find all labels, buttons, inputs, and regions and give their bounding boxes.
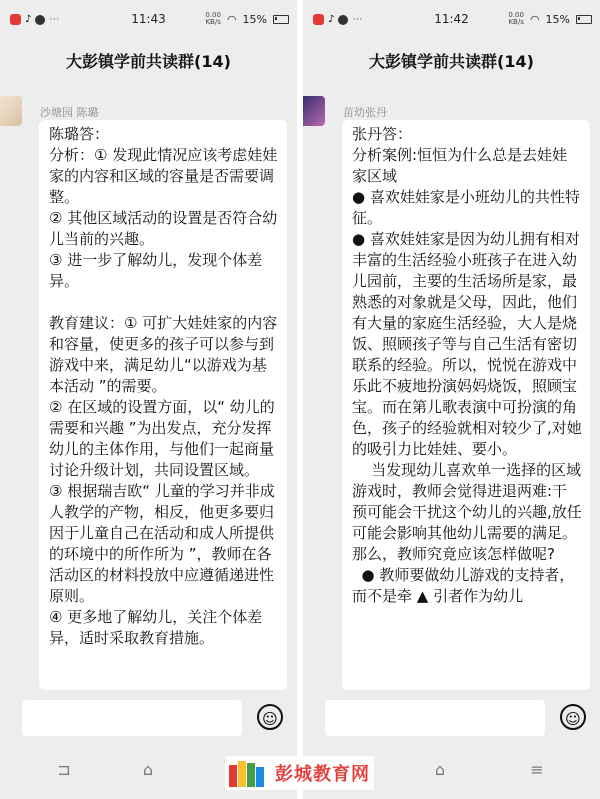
message-input[interactable] [325,700,545,736]
input-bar [303,694,600,746]
input-bar [0,694,297,746]
status-time: 11:42 [434,12,469,26]
battery-icon [273,15,289,24]
home-icon[interactable]: ⌂ [142,760,154,779]
avatar[interactable] [0,96,22,126]
status-bar [303,0,600,40]
battery-percent: 15% [545,12,570,26]
smiley-icon[interactable]: ☺ [560,704,586,730]
back-icon[interactable]: ⊐ [57,760,71,779]
message-text: 张丹答： 分析案例:恒恒为什么总是去娃娃家区域 ● 喜欢娃娃家是小班幼儿的共性特征。 ● 喜欢娃娃家是因为幼儿拥有相对丰富的生活经验小班孩子在进入幼儿园前，主要的生活场所是家，最熟悉的对象就是父母，因此，他们有大量的家庭生活经验，大人是烧饭、照顾孩子等与自己生活有密切联系的经验。所以，悦悦在游戏中乐此不疲地扮演妈妈烧饭，照顾宝宝。而在第儿歌表演中可扮演的角色，孩子的经验就相对较少了,对她的吸引力比娃娃、要小。 当发现幼儿喜欢单一选择的区域游戏时，教师会觉得进退两难:干预可能会干扰这个幼儿的兴趣,放任可能会影响其他幼儿需要的满足。那么，教师究竟应该怎样做呢? ● 教师要做幼儿游戏的支持者，而不是牵 ▲ 引者作为幼儿 [352,125,582,605]
message-input[interactable] [22,700,242,736]
chat-title[interactable]: 大彭镇学前共读群(14) [369,52,534,71]
tiktok-icon: ♪ [25,13,32,25]
left-phone-screen [0,0,297,799]
battery-percent: 15% [242,12,267,26]
right-phone-screen [303,0,600,799]
wifi-icon: ◠ [529,12,540,26]
avatar[interactable] [303,96,325,126]
status-indicators [508,12,592,26]
more-notifications-icon: ⋯ [49,13,60,25]
message-bubble[interactable] [342,120,590,690]
watermark-logo [225,756,374,790]
battery-icon [576,15,592,24]
menu-icon[interactable]: ≡ [530,760,544,779]
books-logo-icon [229,759,269,787]
sender-name: 苗幼张丹 [343,106,387,119]
message-text: 陈璐答： 分析：① 发现此情况应该考虑娃娃家的内容和区域的容量是否需要调整。 ② 其他区域活动的设置是否符合幼儿当前的兴趣。 ③ 进一步了解幼儿，发现个体差异。 教育建议：① 可扩大娃娃家的内容和容量，使更多的孩子可以参与到游戏中来，满足幼儿“以游戏为基本活动 ”的需要。 ② 在区域的设置方面，以“ 幼儿的需要和兴趣 ”为出发点，充分发挥幼儿的主体作用，与他们一起商量讨论升级计划，共同设置区域。 ③ 根据瑞吉欧“ 儿童的学习并非成人教学的产物，相反，他更多要归因于儿童自己在活动和成人所提供的环境中的所作所为 ”，教师在各活动区的材料投放中应遵循递进性原则。 ④ 更多地了解幼儿，关注个体差异，适时采取教育措施。 [49,125,278,647]
status-indicators [205,12,289,26]
smiley-icon[interactable]: ☺ [257,704,283,730]
wifi-icon: ◠ [226,12,237,26]
chat-title[interactable]: 大彭镇学前共读群(14) [66,52,231,71]
sender-name: 沙塘园 陈璐 [40,106,99,119]
status-time: 11:43 [131,12,166,26]
home-icon[interactable]: ⌂ [434,760,446,779]
network-speed: 0.00 KB/s [508,11,524,26]
message-bubble[interactable] [39,120,287,690]
status-bar [0,0,297,40]
tiktok-icon: ♪ [328,13,335,25]
more-notifications-icon: ⋯ [352,13,363,25]
network-speed: 0.00 KB/s [205,11,221,26]
watermark-text: 彭城教育网 [275,764,370,785]
